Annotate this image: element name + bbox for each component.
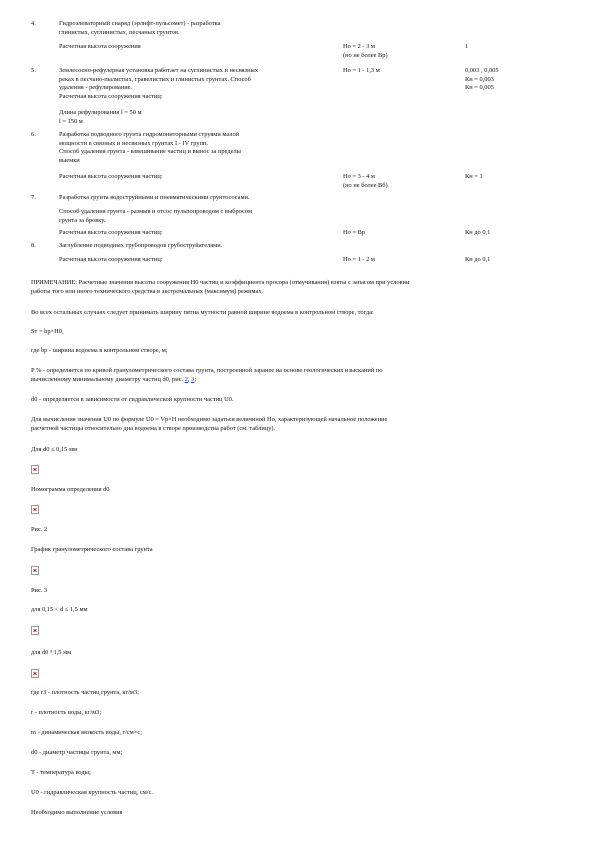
row-sub-label: Расчетная высота сооружения [59,43,141,50]
paragraph: где r3 - плотность частиц грунта, кг/м3; [31,689,139,696]
paragraph: где bp - ширина водоема в контрольном створе, м; [31,347,168,354]
paragraph: Необходимо выполнение условия [31,809,123,816]
row-value: Ho = Вр [343,229,366,236]
figure-link-2[interactable]: 2 [184,375,188,383]
paragraph: для 0,15 < d ≤ 1,5 мм [31,606,88,613]
figure-link-3[interactable]: 3 [191,375,195,383]
table-note: ПРИМЕЧАНИЕ: Расчетные значения высоты сооружения H0 частиц и коэффициента просора (отмучивания) взяты с запасом при условии работы того или иного технического средства в экстремальных (максимум) режимах. [31,279,410,295]
row-value: Ho = 2 - 3 м (но не более Вр) [343,43,388,59]
row-description: Разработка подводного грунта гидромониторными струями малой мощности в связных и несвязных грунтах I - IV групп. Способ удаления грунта - взвешивание частиц и вынос за пределы выемки [59,131,241,164]
paragraph: d0 - диаметр частицы грунта, мм; [31,749,123,756]
caption: Номограмма определения d0 [31,486,110,493]
formula: Sт = bp×H0, [31,328,64,335]
figure-label: Рис. 3 [31,587,48,594]
row-coefficient: Кн до 0,1 [465,256,491,263]
broken-image-icon [31,566,39,575]
row-extra: Длина рефулирования l = 50 м l = 150 м [59,109,142,125]
paragraph: Для вычисления значения U0 по формуле U0 = Vp×H необходимо задаться величиной Но, характеризующей начальное положение расчетной частицы относительно дна водоема в створе производства работ (см. таблицу). [31,416,388,432]
row-coefficient: 0,003 , 0,005 Кн = 0,003 Кн = 0,005 [465,67,499,92]
paragraph: P % - определяется по кривой гранулометрического состава грунта, построенной заранее на основе геологических изысканий по вычисленному минимальному диаметру частиц d0, рис. 2, 3; [31,367,383,383]
paragraph: Во всех остальных случаях следует принимать ширину пятна мутности равной ширине водоема в контрольном створе, тогда: [31,309,374,316]
paragraph: Для d0 ≤ 0,15 мм [31,446,78,453]
paragraph: d0 - определяется в зависимости от гидравлической крупности частиц U0. [31,396,234,403]
row-value: Ho = 1 - 2 м [343,256,375,263]
row-extra: Способ удаления грунта - размыв и отсос пульпопроводом с выбросом грунта за бровку. [59,208,252,224]
broken-image-icon [31,669,39,678]
row-sub-label: Расчетная высота сооружения частиц: [59,173,163,180]
row-description: Разработка грунта водоструйными и пневматическими грунтососами. [59,194,250,201]
paragraph: для d0 ³ 1,5 мм [31,649,72,656]
row-number: 6. [31,131,36,138]
paragraph: r - плотность воды, кг/м3; [31,709,102,716]
row-value: Ho = 1 - 1,3 м [343,67,380,74]
paragraph: T - температура воды; [31,769,91,776]
row-description: Заглубление подводных трубопроводов грубоструйателями. [59,242,223,249]
row-sub-label: Расчетная высота сооружения частиц: [59,256,163,263]
paragraph: U0 - гидравлическая крупность частиц, см/с. [31,789,153,796]
row-sub-label: Расчетная высота сооружения частиц: [59,229,163,236]
figure-label: Рис. 2 [31,526,48,533]
broken-image-icon [31,465,39,474]
row-coefficient: Кн = 1 [465,173,483,180]
row-number: 7. [31,194,36,201]
row-description: Гидроэлеваторный снаряд (эрлифт-пульсомет) - разработка глинистых, суглинистых, песчаных грунтов. [59,20,221,36]
caption: График гранулометрического состава грунта [31,546,153,553]
row-number: 5. [31,67,36,74]
row-value: Ho = 3 - 4 м (но не более Вб) [343,173,388,189]
paragraph: m - динамическая вязкость воды, г/см×с; [31,729,143,736]
broken-image-icon [31,626,39,635]
row-number: 8. [31,242,36,249]
broken-image-icon [31,505,39,514]
row-coefficient: 1 [465,43,469,50]
row-description: Землесосно-рефулерная установка работает на суглинистых и несвязных реках в песчано-пылистых, гравелистых и глинистых грунтах. Способ удаления - рефулирование. Расчетная высота сооружения частиц: [59,67,259,100]
row-number: 4. [31,20,36,27]
row-coefficient: Кн до 0,1 [465,229,491,236]
